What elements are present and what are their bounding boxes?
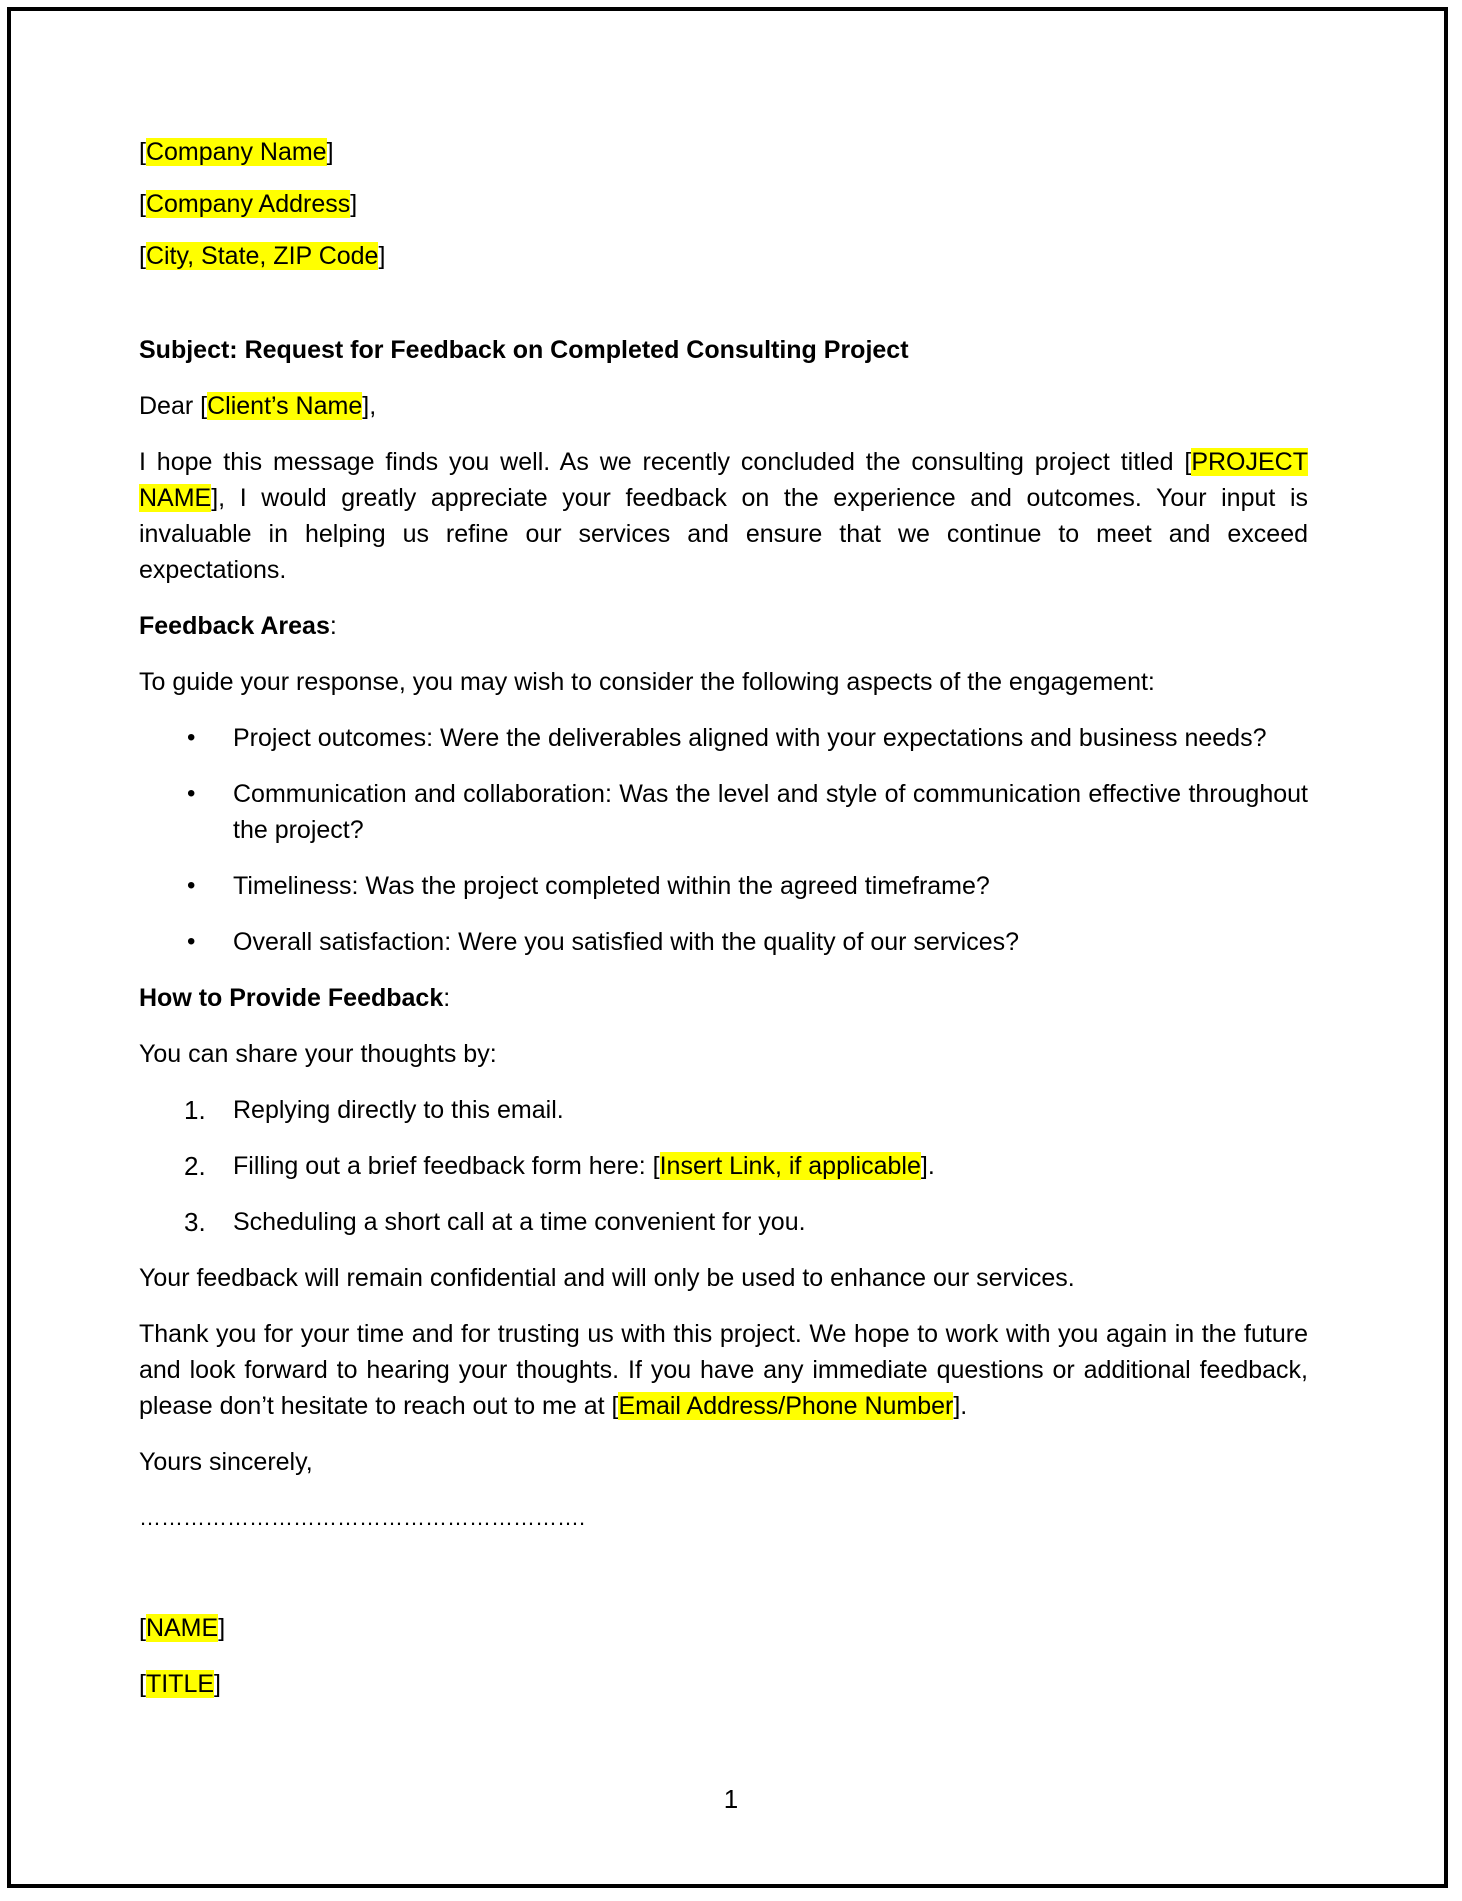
list-item-text: Project outcomes: Were the deliverables aligned with your expectations and business needs? — [233, 724, 1267, 752]
page-number: 1 — [723, 1784, 739, 1814]
list-item — [139, 924, 1308, 960]
list-item — [139, 776, 1308, 848]
bracket: ] — [218, 1614, 226, 1642]
feedback-areas-lead: To guide your response, you may wish to consider the following aspects of the engagement: — [139, 668, 1155, 696]
list-item — [139, 1204, 1308, 1240]
how-to-heading — [139, 980, 1308, 1016]
bullet-icon: • — [187, 872, 196, 899]
salutation-prefix: Dear [ — [139, 392, 208, 420]
sign-off: Yours sincerely, — [139, 1448, 313, 1476]
bracket: [ — [139, 138, 146, 166]
list-item-text: Replying directly to this email. — [233, 1096, 564, 1124]
confidential-paragraph: Your feedback will remain confidential and will only be used to enhance our services. — [139, 1264, 1075, 1292]
intro-text-continued: ], I would greatly appreciate your feedback on the experience and outcomes. Your input is invaluable in helping us refine our services and ensure that we continue to meet and exceed expectations. — [139, 484, 1308, 584]
company-name-line — [139, 134, 1308, 170]
heading-colon: : — [443, 984, 451, 1012]
list-item-text: Overall satisfaction: Were you satisfied with the quality of our services? — [233, 928, 1019, 956]
how-to-list — [139, 1092, 1308, 1240]
list-number: 3. — [184, 1207, 206, 1237]
list-number: 1. — [184, 1095, 206, 1125]
subject-line: Subject: Request for Feedback on Completed Consulting Project — [139, 336, 909, 364]
client-name-placeholder[interactable]: Client’s Name — [207, 392, 363, 420]
list-number: 2. — [184, 1151, 206, 1181]
project-name-placeholder[interactable]: PROJECT NAME — [139, 448, 1308, 512]
bracket: [ — [139, 1670, 146, 1698]
intro-paragraph — [139, 444, 1308, 588]
city-state-zip-line — [139, 238, 1308, 274]
name-placeholder[interactable]: NAME — [145, 1614, 219, 1642]
bracket: ] — [214, 1670, 221, 1698]
bracket: ] — [350, 190, 358, 218]
list-item — [139, 1148, 1308, 1184]
bracket: ] — [326, 138, 334, 166]
closing-paragraph — [139, 1316, 1308, 1424]
city-state-zip-placeholder[interactable]: City, State, ZIP Code — [145, 242, 379, 270]
how-to-lead: You can share your thoughts by: — [139, 1040, 497, 1068]
bracket: [ — [139, 1614, 146, 1642]
bracket: ] — [378, 242, 386, 270]
list-item — [139, 720, 1308, 756]
bracket: [ — [139, 242, 146, 270]
closing-text-end: ]. — [953, 1392, 968, 1420]
list-item — [139, 868, 1308, 904]
salutation-suffix: ], — [362, 392, 377, 420]
bullet-icon: • — [187, 928, 196, 955]
title-placeholder[interactable]: TITLE — [145, 1670, 215, 1698]
feedback-areas-list — [139, 720, 1308, 960]
feedback-areas-heading — [139, 608, 1308, 644]
insert-link-placeholder[interactable]: Insert Link, if applicable — [659, 1152, 921, 1180]
signer-name-line — [139, 1610, 1308, 1646]
how-to-title: How to Provide Feedback — [139, 984, 444, 1012]
signer-title-line — [139, 1666, 1308, 1702]
heading-colon: : — [329, 612, 337, 640]
bracket: [ — [139, 190, 146, 218]
list-item — [139, 1092, 1308, 1128]
contact-placeholder[interactable]: Email Address/Phone Number — [618, 1392, 954, 1420]
list-item-text-end: ]. — [920, 1152, 935, 1180]
closing-text: Thank you for your time and for trusting us with this project. We hope to work with you again in the future and look forward to hearing your thoughts. If you have any immediate questions or additional feedback, please don’t hesitate to reach out to me at [ — [139, 1320, 1308, 1420]
list-item-text: Timeliness: Was the project completed within the agreed timeframe? — [233, 872, 990, 900]
bullet-icon: • — [187, 724, 196, 751]
bullet-icon: • — [187, 780, 196, 807]
list-item-text: Communication and collaboration: Was the level and style of communication effective throughout the project? — [233, 780, 1308, 844]
company-address-line — [139, 186, 1308, 222]
signature-line: ……………………………………………………. — [139, 1505, 586, 1530]
company-address-placeholder[interactable]: Company Address — [145, 190, 351, 218]
list-item-text: Scheduling a short call at a time convenient for you. — [233, 1208, 806, 1236]
company-name-placeholder[interactable]: Company Name — [145, 138, 327, 166]
list-item-text: Filling out a brief feedback form here: [ — [233, 1152, 660, 1180]
letter-body — [139, 134, 1308, 1722]
feedback-areas-title: Feedback Areas — [139, 612, 330, 640]
intro-text: I hope this message finds you well. As we recently concluded the consulting project titled [ — [139, 448, 1192, 476]
salutation — [139, 388, 1308, 424]
